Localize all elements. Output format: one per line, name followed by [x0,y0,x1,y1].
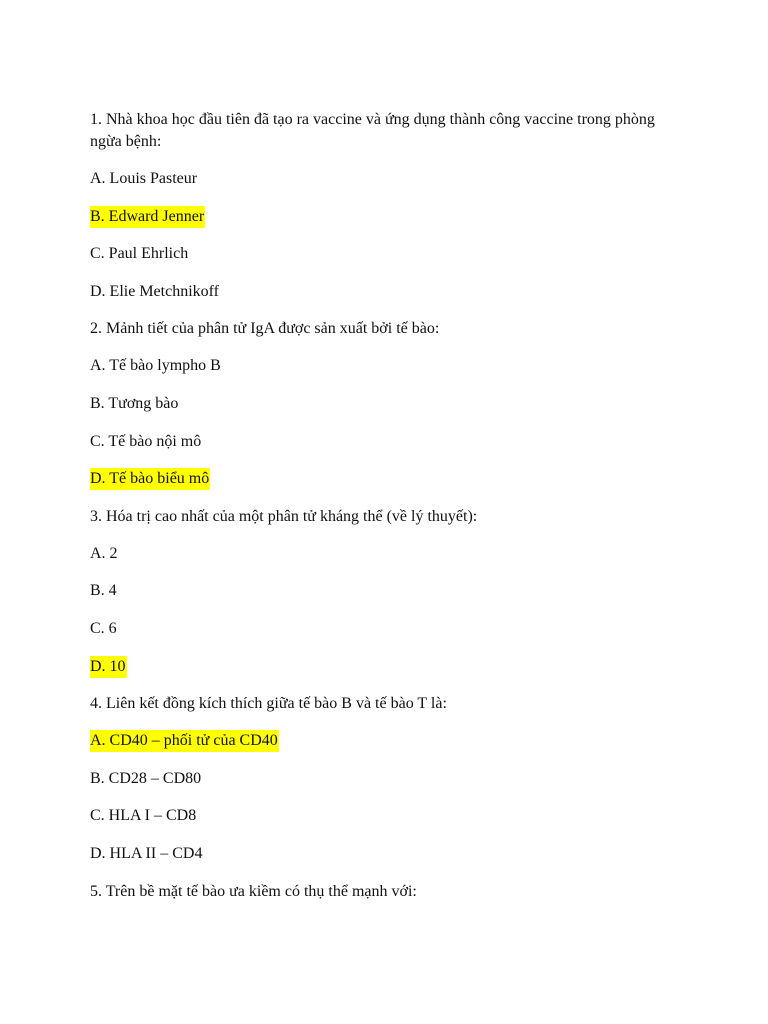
question-2-option-c: C. Tế bào nội mô [90,432,202,450]
question-1-option-c: C. Paul Ehrlich [90,245,189,263]
question-2-option-d [90,468,690,490]
question-4-option-c: C. HLA I – CD8 [90,807,197,825]
document-page [90,109,690,918]
question-1: 1. Nhà khoa học đầu tiên đã tạo ra vaccine và ứng dụng thành công vaccine trong phòng ngừa bệnh: [90,111,655,150]
question-3-option-b: B. 4 [90,582,117,600]
question-3-option-c: C. 6 [90,619,117,637]
question-1-option-a: A. Louis Pasteur [90,170,198,187]
answer-highlight: A. CD40 – phối tử của CD40 [90,730,279,752]
question-4: 4. Liên kết đồng kích thích giữa tế bào B và tế bào T là: [90,695,447,713]
question-2-option-a: A. Tế bào lympho B [90,357,221,375]
question-4-option-d: D. HLA II – CD4 [90,844,203,862]
question-1-option-d: D. Elie Metchnikoff [90,282,220,300]
answer-highlight: D. Tế bào biểu mô [90,468,210,490]
question-3-option-a: A. 2 [90,544,118,562]
question-4-option-b: B. CD28 – CD80 [90,769,202,787]
question-5: 5. Trên bề mặt tế bào ưa kiềm có thụ thể mạnh với: [90,882,417,900]
answer-highlight: B. Edward Jenner [90,206,205,228]
question-3-option-d [90,656,690,678]
question-1-option-b [90,206,690,228]
question-3: 3. Hóa trị cao nhất của một phân tử kháng thể (về lý thuyết): [90,507,478,525]
question-2-option-b: B. Tương bào [90,394,179,412]
question-4-option-a [90,730,690,752]
answer-highlight: D. 10 [90,656,127,678]
question-2: 2. Mảnh tiết của phân tử IgA được sản xuất bởi tế bào: [90,320,440,338]
